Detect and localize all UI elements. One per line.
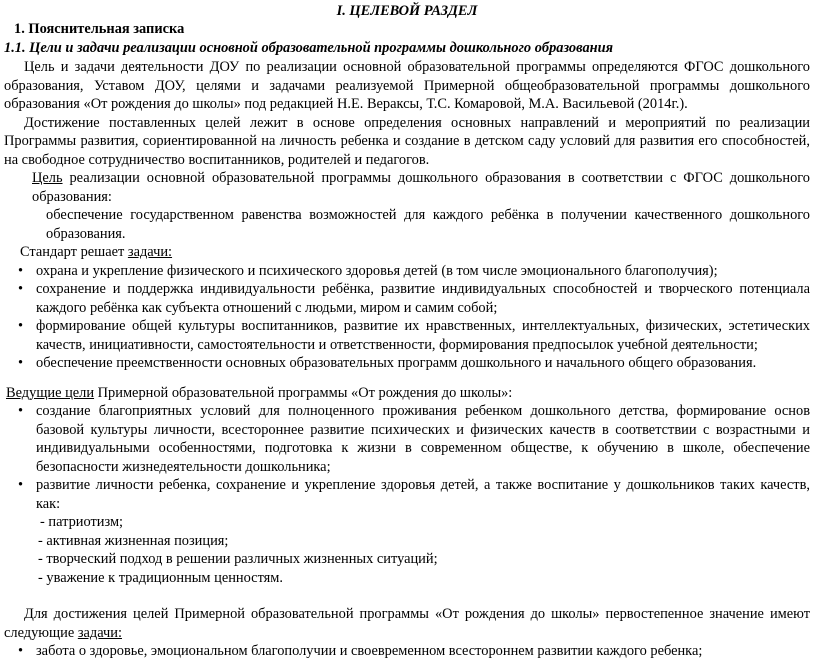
spacer [4, 587, 810, 605]
bullet-icon: • [18, 262, 24, 279]
quality-item: - уважение к традиционным ценностям. [38, 569, 283, 586]
final-tasks-list [4, 642, 810, 661]
paragraph-intro: Цель и задачи деятельности ДОУ по реализации основной образовательной программы определяются ФГОС дошкольного образования, Уставом ДОУ, целями и задачами реализуемой Примерной общеобразовательной программы дошкольного образования «От рождения до школы» под редакцией Н.Е. Вераксы, Т.С. Комаровой, М.А. Васильевой (2014г.). [4, 59, 810, 112]
tasks-word: задачи: [127, 244, 173, 260]
quality-item: - активная жизненная позиция; [38, 532, 229, 549]
section-title: I. ЦЕЛЕВОЙ РАЗДЕЛ [336, 3, 478, 19]
quality-item: - творческий подход в решении различных жизненных ситуаций; [38, 551, 438, 567]
list-item: • охрана и укрепление физического и психического здоровья детей (в том числе эмоционального благополучия); [18, 262, 718, 279]
quality-item: - патриотизм; [40, 514, 124, 530]
leading-goals-list [4, 402, 810, 513]
tasks-lead: Стандарт решает [20, 244, 128, 260]
goal-text: обеспечение государственном равенства возможностей для каждого ребёнка в получении качественного дошкольного образования. [46, 207, 810, 242]
tasks-list [4, 262, 810, 373]
list-item: • создание благоприятных условий для полноценного проживания ребенком дошкольного детства, формирование основ базовой культуры личности, всестороннее развитие психических и физических качеств в соответствии с возрастными и индивидуальными особенностями, подготовка к жизни в современном обществе, к обучению в школе, обеспечение безопасности жизнедеятельности дошкольника; [18, 403, 810, 475]
goal-word: Цель [32, 170, 63, 186]
leading-rest: Примерной образовательной программы «От рождения до школы»: [94, 384, 513, 401]
bullet-icon: • [18, 355, 24, 371]
final-word: задачи: [77, 624, 122, 641]
heading-explanatory-note: 1. Пояснительная записка [14, 21, 185, 37]
goal-line [4, 169, 810, 206]
list-item: • формирование общей культуры воспитанников, развитие их нравственных, интеллектуальных, физических, эстетических качеств, инициативности, самостоятельности и ответственности, формирования предпосылок учебной деятельности; [18, 318, 810, 353]
final-paragraph: Для достижения целей Примерной образовательной программы «От рождения до школы» первостепенное значение имеют следующие задачи: [4, 606, 810, 641]
bullet-icon: • [18, 477, 24, 493]
list-item: • развитие личности ребенка, сохранение и укрепление здоровья детей, а также воспитание у дошкольников таких качеств, как: [18, 477, 810, 512]
bullet-icon: • [18, 643, 24, 659]
spacer [4, 373, 810, 384]
goal-rest: реализации основной образовательной программы дошкольного образования в соответствии с ФГОС дошкольного образования: [32, 170, 810, 205]
document-page [0, 2, 816, 659]
bullet-icon: • [18, 403, 24, 419]
leading-goals-line [4, 384, 810, 403]
list-item: • обеспечение преемственности основных образовательных программ дошкольного и начального общего образования. [18, 355, 757, 371]
list-item: • забота о здоровье, эмоциональном благополучии и своевременном всестороннем развитии каждого ребенка; [18, 643, 703, 659]
paragraph-achievement: Достижение поставленных целей лежит в основе определения основных направлений и мероприятий по реализации Программы развития, сориентированной на личность ребенка и создание в детском саду условий для развития его способностей, на свободное сотрудничество воспитанников, родителей и педагогов. [4, 114, 810, 168]
leading-word: Ведущие цели [6, 384, 95, 401]
list-item: • сохранение и поддержка индивидуальности ребёнка, развитие индивидуальных способностей и творческого потенциала каждого ребёнка как субъекта отношений с людьми, миром и самим собой; [18, 281, 810, 316]
bullet-icon: • [18, 318, 24, 334]
bullet-icon: • [18, 281, 24, 297]
heading-goals-tasks: 1.1. Цели и задачи реализации основной образовательной программы дошкольного образования [4, 40, 614, 56]
tasks-lead-line [4, 243, 810, 262]
